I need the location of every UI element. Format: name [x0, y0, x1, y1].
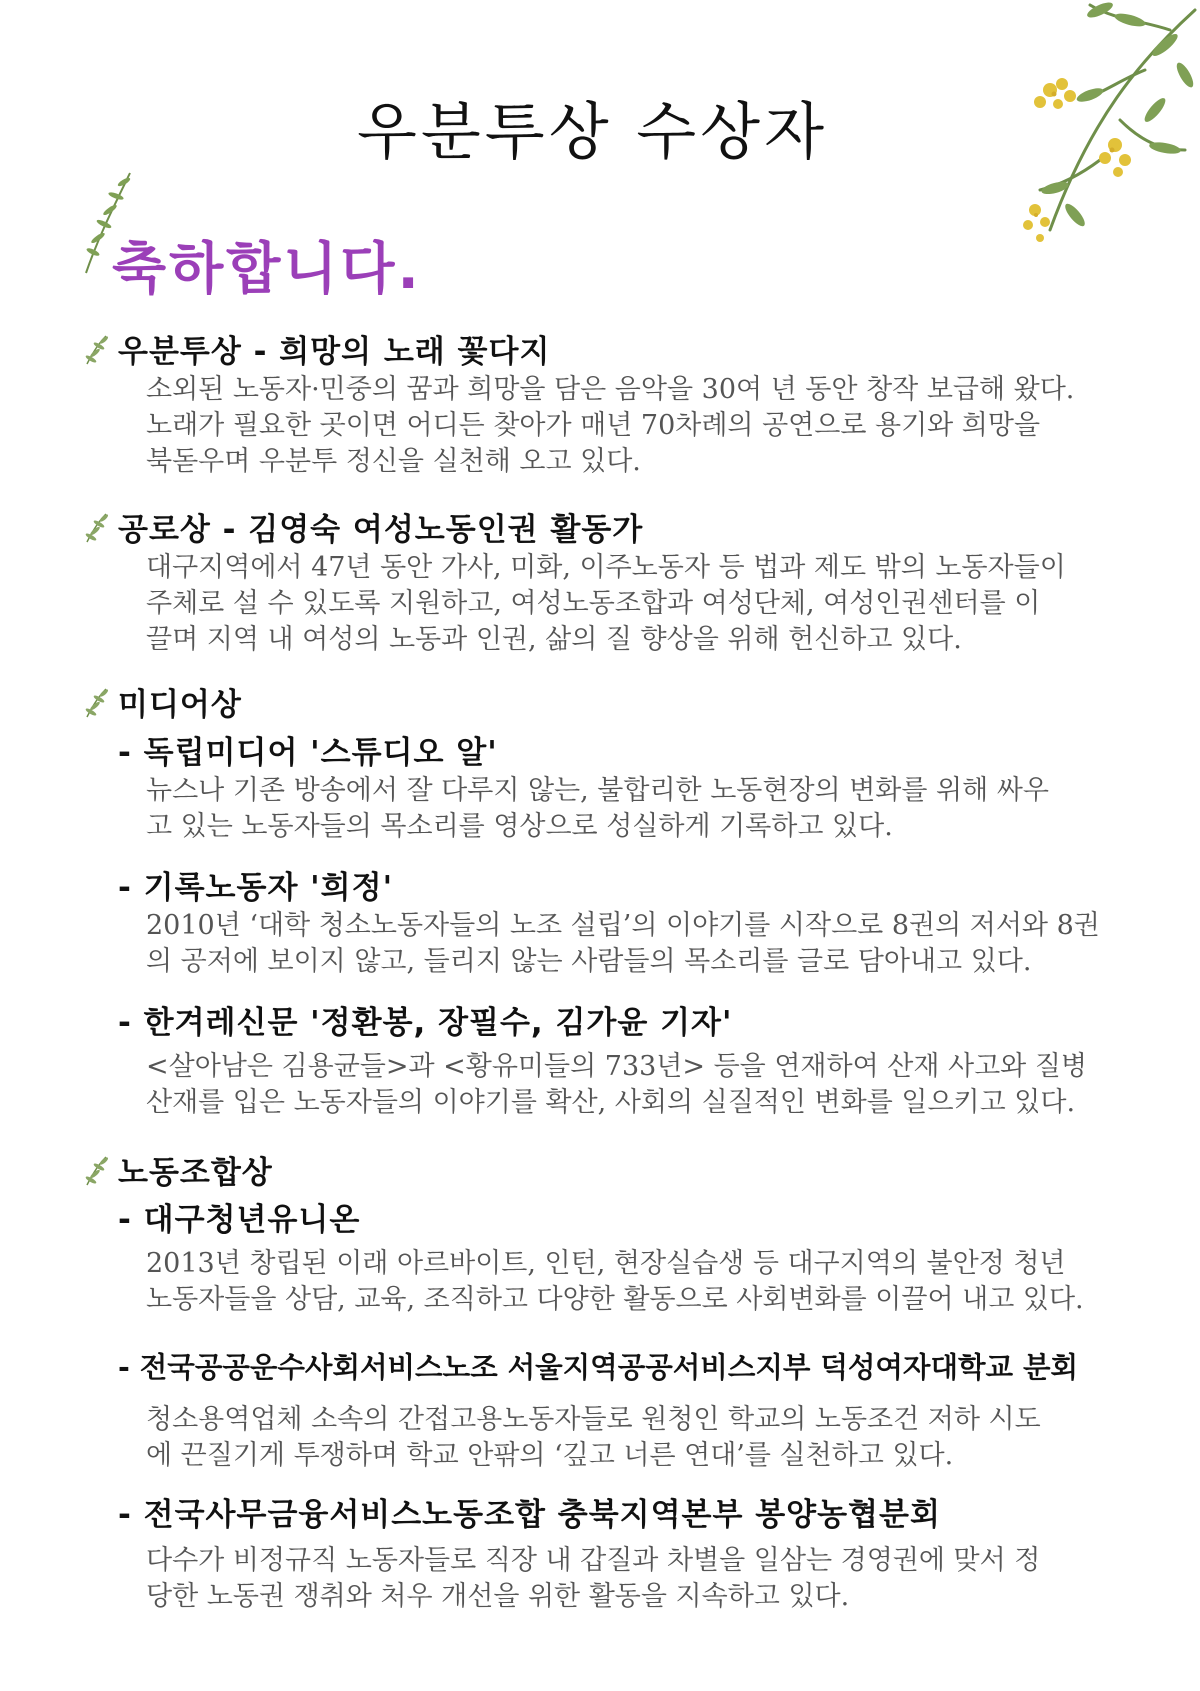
award-description-line: 대구지역에서 47년 동안 가사, 미화, 이주노동자 등 법과 제도 밖의 노동자들이: [146, 552, 1066, 583]
award-description-line: <살아남은 김용균들>과 <황유미들의 733년> 등을 연재하여 산재 사고와 질병: [146, 1051, 1087, 1082]
award-heading: 노동조합상: [118, 1155, 273, 1191]
leaf-bullet-icon: [84, 687, 110, 719]
award-heading: 우분투상 - 희망의 노래 꽃다지: [118, 334, 551, 370]
media-winner-heejung: [84, 868, 1134, 980]
award-description-line: 소외된 노동자·민중의 꿈과 희망을 담은 음악을 30여 년 동안 창작 보급해 왔다.: [146, 374, 1075, 405]
award-description-line: 북돋우며 우분투 정신을 실천해 오고 있다.: [146, 446, 641, 477]
award-description-line: 산재를 입은 노동자들의 이야기를 확산, 사회의 실질적인 변화를 일으키고 있다.: [146, 1087, 1076, 1118]
award-description-line: 당한 노동권 쟁취와 처우 개선을 위한 활동을 지속하고 있다.: [146, 1581, 850, 1612]
media-winner-studio-al: [84, 733, 1134, 845]
award-description-line: 뉴스나 기존 방송에서 잘 다루지 않는, 불합리한 노동현장의 변화를 위해 싸우: [146, 775, 1049, 806]
award-description-line: 다수가 비정규직 노동자들로 직장 내 갑질과 차별을 일삼는 경영권에 맞서 정: [146, 1545, 1041, 1576]
union-winner-bongyang: [84, 1495, 1134, 1615]
award-heading: 공로상 - 김영숙 여성노동인권 활동가: [118, 512, 644, 548]
award-description-line: 노래가 필요한 곳이면 어디든 찾아가 매년 70차례의 공연으로 용기와 희망을: [146, 410, 1041, 441]
award-description-line: 끌며 지역 내 여성의 노동과 인권, 삶의 질 향상을 위해 헌신하고 있다.: [146, 624, 962, 655]
award-description-line: 주체로 설 수 있도록 지원하고, 여성노동조합과 여성단체, 여성인권센터를 이: [146, 588, 1041, 619]
award-description-line: 의 공저에 보이지 않고, 들리지 않는 사람들의 목소리를 글로 담아내고 있다.: [146, 946, 1032, 977]
section-union-award: [84, 1153, 1134, 1193]
winner-name: - 전국공공운수사회서비스노조 서울지역공공서비스지부 덕성여자대학교 분회: [118, 1351, 1079, 1384]
award-description-line: 2010년 ‘대학 청소노동자들의 노조 설립’의 이야기를 시작으로 8권의 저서와 8권: [146, 910, 1100, 941]
media-winner-hankyoreh: [84, 1003, 1134, 1121]
leaf-bullet-icon: [84, 512, 110, 544]
award-description-line: 에 끈질기게 투쟁하며 학교 안팎의 ‘깊고 너른 연대’를 실천하고 있다.: [146, 1440, 954, 1471]
award-heading: 미디어상: [118, 687, 242, 723]
section-media-award: [84, 685, 1134, 725]
section-merit-award: [84, 510, 1134, 658]
page-title: 우분투상 수상자: [357, 95, 828, 168]
award-description-line: 2013년 창립된 이래 아르바이트, 인턴, 현장실습생 등 대구지역의 불안정 청년: [146, 1248, 1066, 1279]
winner-name: - 전국사무금융서비스노동조합 충북지역본부 봉양농협분회: [118, 1497, 941, 1533]
congratulations-heading: 축하합니다.: [112, 237, 422, 302]
winner-name: - 독립미디어 '스튜디오 알': [118, 735, 498, 771]
union-winner-duksung: [84, 1348, 1134, 1474]
leaf-bullet-icon: [84, 1155, 110, 1187]
award-description-line: 노동자들을 상담, 교육, 조직하고 다양한 활동으로 사회변화를 이끌어 내고 있다.: [146, 1284, 1084, 1315]
winner-name: - 한겨레신문 '정환봉, 장필수, 김가윤 기자': [118, 1005, 733, 1041]
award-description-line: 고 있는 노동자들의 목소리를 영상으로 성실하게 기록하고 있다.: [146, 811, 893, 842]
leaf-bullet-icon: [84, 334, 110, 366]
winner-name: - 대구청년유니온: [118, 1202, 361, 1238]
winner-name: - 기록노동자 '희정': [118, 870, 394, 906]
award-description-line: 청소용역업체 소속의 간접고용노동자들로 원청인 학교의 노동조건 저하 시도: [146, 1404, 1041, 1435]
union-winner-daegu-youth: [84, 1200, 1134, 1318]
section-ubuntu-award: [84, 332, 1134, 480]
